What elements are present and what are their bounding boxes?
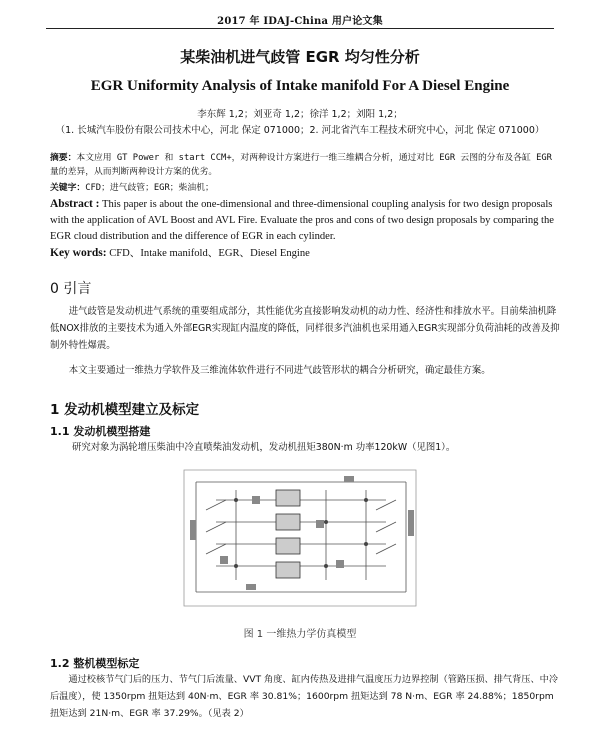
subsection-heading-1-2: 1.2 整机模型标定 xyxy=(50,657,140,670)
keywords-english-label: Key words: xyxy=(50,247,107,259)
affiliation: （1. 长城汽车股份有限公司技术中心，河北 保定 071000；2. 河北省汽车工程技术研究中心，河北 保定 071000） xyxy=(55,125,545,136)
intro-paragraph-1: 进气歧管是发动机进气系统的重要组成部分，其性能优劣直接影响发动机的动力性、经济性和排放水平。目前柴油机降低NOX排放的主要技术为通入外部EGR实现缸内温度的降低，同样很多汽油机也采用通入EGR实现部分负荷油耗的改善及抑制外特性爆震。 xyxy=(50,306,560,351)
subsection-1-2-text: 通过校核节气门后的压力、节气门后流量、VVT 角度、缸内传热及进排气温度压力边界控制（管路压损、排气背压、中冷后温度），使 1350rpm 扭矩达到 40N·m、EGR 率 30.81%；1600rpm 扭矩达到 78 N·m、EGR 率 24.88%；1850rpm 扭矩达到 21N·m、EGR 率 37.29%。（见表 2） xyxy=(50,674,559,719)
abstract-english-label: Abstract : xyxy=(50,198,100,210)
intro-paragraph-2: 本文主要通过一维热力学软件及三维流体软件进行不同进气歧管形状的耦合分析研究，确定最佳方案。 xyxy=(68,365,491,376)
abstract-chinese xyxy=(50,151,560,179)
subsection-heading-1-1: 1.1 发动机模型搭建 xyxy=(50,425,151,438)
figure-1-caption: 图 1 一维热力学仿真模型 xyxy=(243,629,357,640)
header-rule xyxy=(46,28,554,29)
title-english: EGR Uniformity Analysis of Intake manifold For A Diesel Engine xyxy=(90,78,510,94)
keywords-english xyxy=(50,245,560,262)
keywords-english-text: CFD、Intake manifold、EGR、Diesel Engine xyxy=(109,248,310,259)
section-heading-1: 1 发动机模型建立及标定 xyxy=(50,402,200,418)
abstract-chinese-label: 摘要： xyxy=(50,153,77,163)
keywords-chinese-text: CFD；进气歧管；EGR；柴油机； xyxy=(85,183,214,193)
subsection-1-1-text: 研究对象为涡轮增压柴油中冷直喷柴油发动机，发动机扭矩380N·m 功率120kW（见图1）。 xyxy=(72,442,456,453)
section-heading-introduction: 0 引言 xyxy=(50,281,92,297)
model-diagram xyxy=(176,460,430,614)
keywords-chinese xyxy=(50,181,560,195)
author-list: 李东辉 1,2；刘亚奇 1,2；徐洋 1,2；刘阳 1,2； xyxy=(197,109,403,120)
abstract-english-text: This paper is about the one-dimensional and three-dimensional coupling analysis for two design proposals with the application of AVL Boost and AVL Fire. Evaluate the pros and cons of two design proposals by comparing the EGR cloud distribution and the difference of EGR in each cylinder. xyxy=(50,199,555,242)
title-chinese: 某柴油机进气歧管 EGR 均匀性分析 xyxy=(180,48,420,66)
figure-1-simulation-model xyxy=(176,460,430,614)
keywords-chinese-label: 关键字： xyxy=(50,183,86,193)
abstract-english xyxy=(50,196,560,245)
running-header: 2017 年 IDAJ-China 用户论文集 xyxy=(217,16,383,27)
abstract-chinese-text: 本文应用 GT Power 和 start CCM+，对两种设计方案进行一维三维耦合分析，通过对比 EGR 云图的分布及各缸 EGR 量的差异，从而判断两种设计方案的优劣。 xyxy=(50,153,552,177)
